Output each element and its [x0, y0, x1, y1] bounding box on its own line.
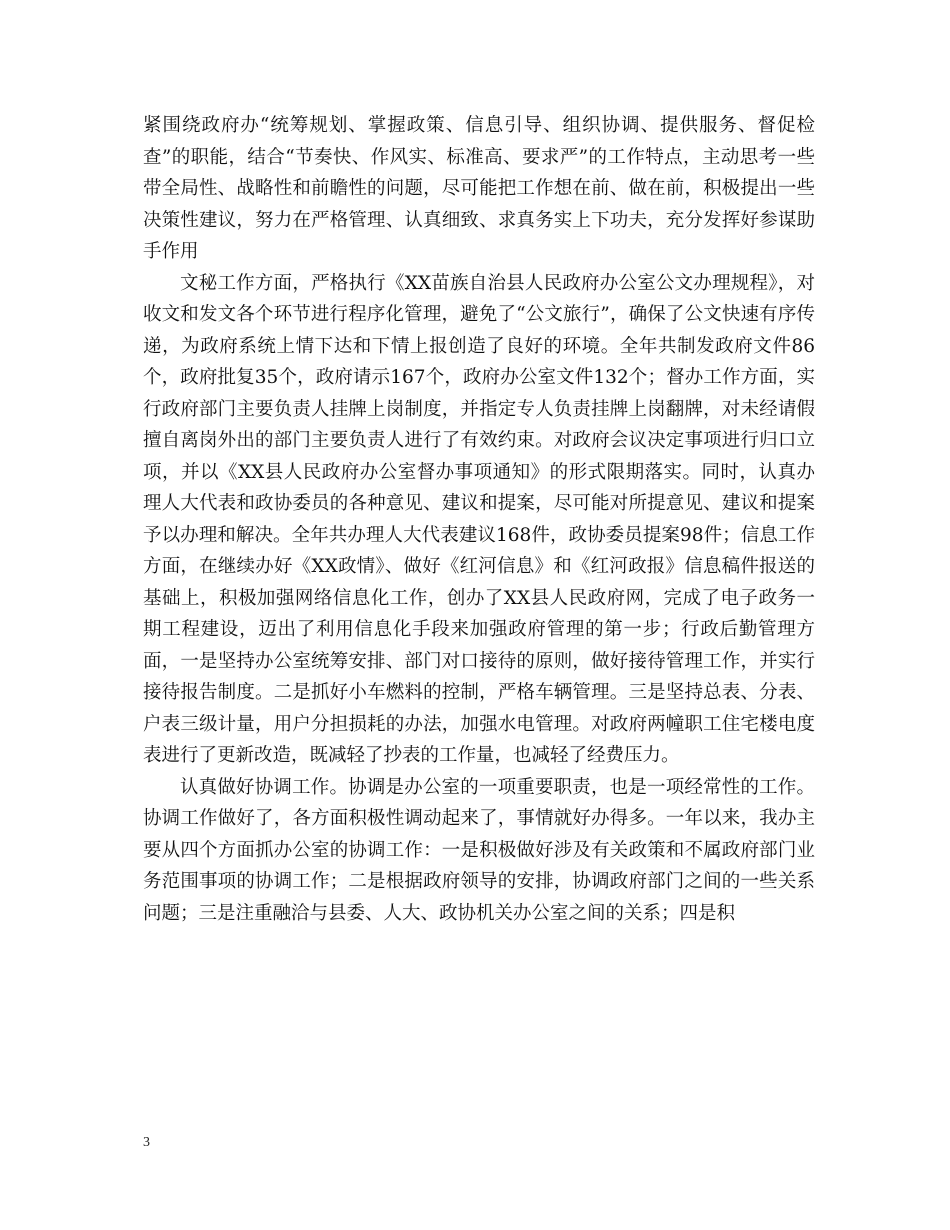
body-text: [143, 110, 815, 929]
paragraph-3: 认真做好协调工作。协调是办公室的一项重要职责，也是一项经常性的工作。协调工作做好了，各方面积极性调动起来了，事情就好办得多。一年以来，我办主要从四个方面抓办公室的协调工作：一是积极做好涉及有关政策和不属政府部门业务范围事项的协调工作；二是根据政府领导的安排，协调政府部门之间的一些关系问题；三是注重融洽与县委、人大、政协机关办公室之间的关系；四是积: [143, 776, 815, 924]
paragraph-2: 文秘工作方面，严格执行《XX苗族自治县人民政府办公室公文办理规程》，对收文和发文各个环节进行程序化管理，避免了“公文旅行”，确保了公文快速有序传递，为政府系统上情下达和下情上报创造了良好的环境。全年共制发政府文件86个，政府批复35个，政府请示167个，政府办公室文件132个；督办工作方面，实行政府部门主要负责人挂牌上岗制度，并指定专人负责挂牌上岗翻牌，对未经请假擅自离岗外出的部门主要负责人进行了有效约束。对政府会议决定事项进行归口立项，并以《XX县人民政府办公室督办事项通知》的形式限期落实。同时，认真办理人大代表和政协委员的各种意见、建议和提案，尽可能对所提意见、建议和提案予以办理和解决。全年共办理人大代表建议168件，政协委员提案98件；信息工作方面，在继续办好《XX政情》、做好《红河信息》和《红河政报》信息稿件报送的基础上，积极加强网络信息化工作，创办了XX县人民政府网，完成了电子政务一期工程建设，迈出了利用信息化手段来加强政府管理的第一步；行政后勤管理方面，一是坚持办公室统筹安排、部门对口接待的原则，做好接待管理工作，并实行接待报告制度。二是抓好小车燃料的控制，严格车辆管理。三是坚持总表、分表、户表三级计量，用户分担损耗的办法，加强水电管理。对政府两幢职工住宅楼电度表进行了更新改造，既减轻了抄表的工作量，也减轻了经费压力。: [143, 272, 815, 766]
paragraph-1: 紧围绕政府办“统筹规划、掌握政策、信息引导、组织协调、提供服务、督促检查”的职能，结合“节奏快、作风实、标准高、要求严”的工作特点，主动思考一些带全局性、战略性和前瞻性的问题，尽可能把工作想在前、做在前，积极提出一些决策性建议，努力在严格管理、认真细致、求真务实上下功夫，充分发挥好参谋助手作用: [143, 115, 815, 262]
page-number: 3: [143, 1135, 150, 1150]
